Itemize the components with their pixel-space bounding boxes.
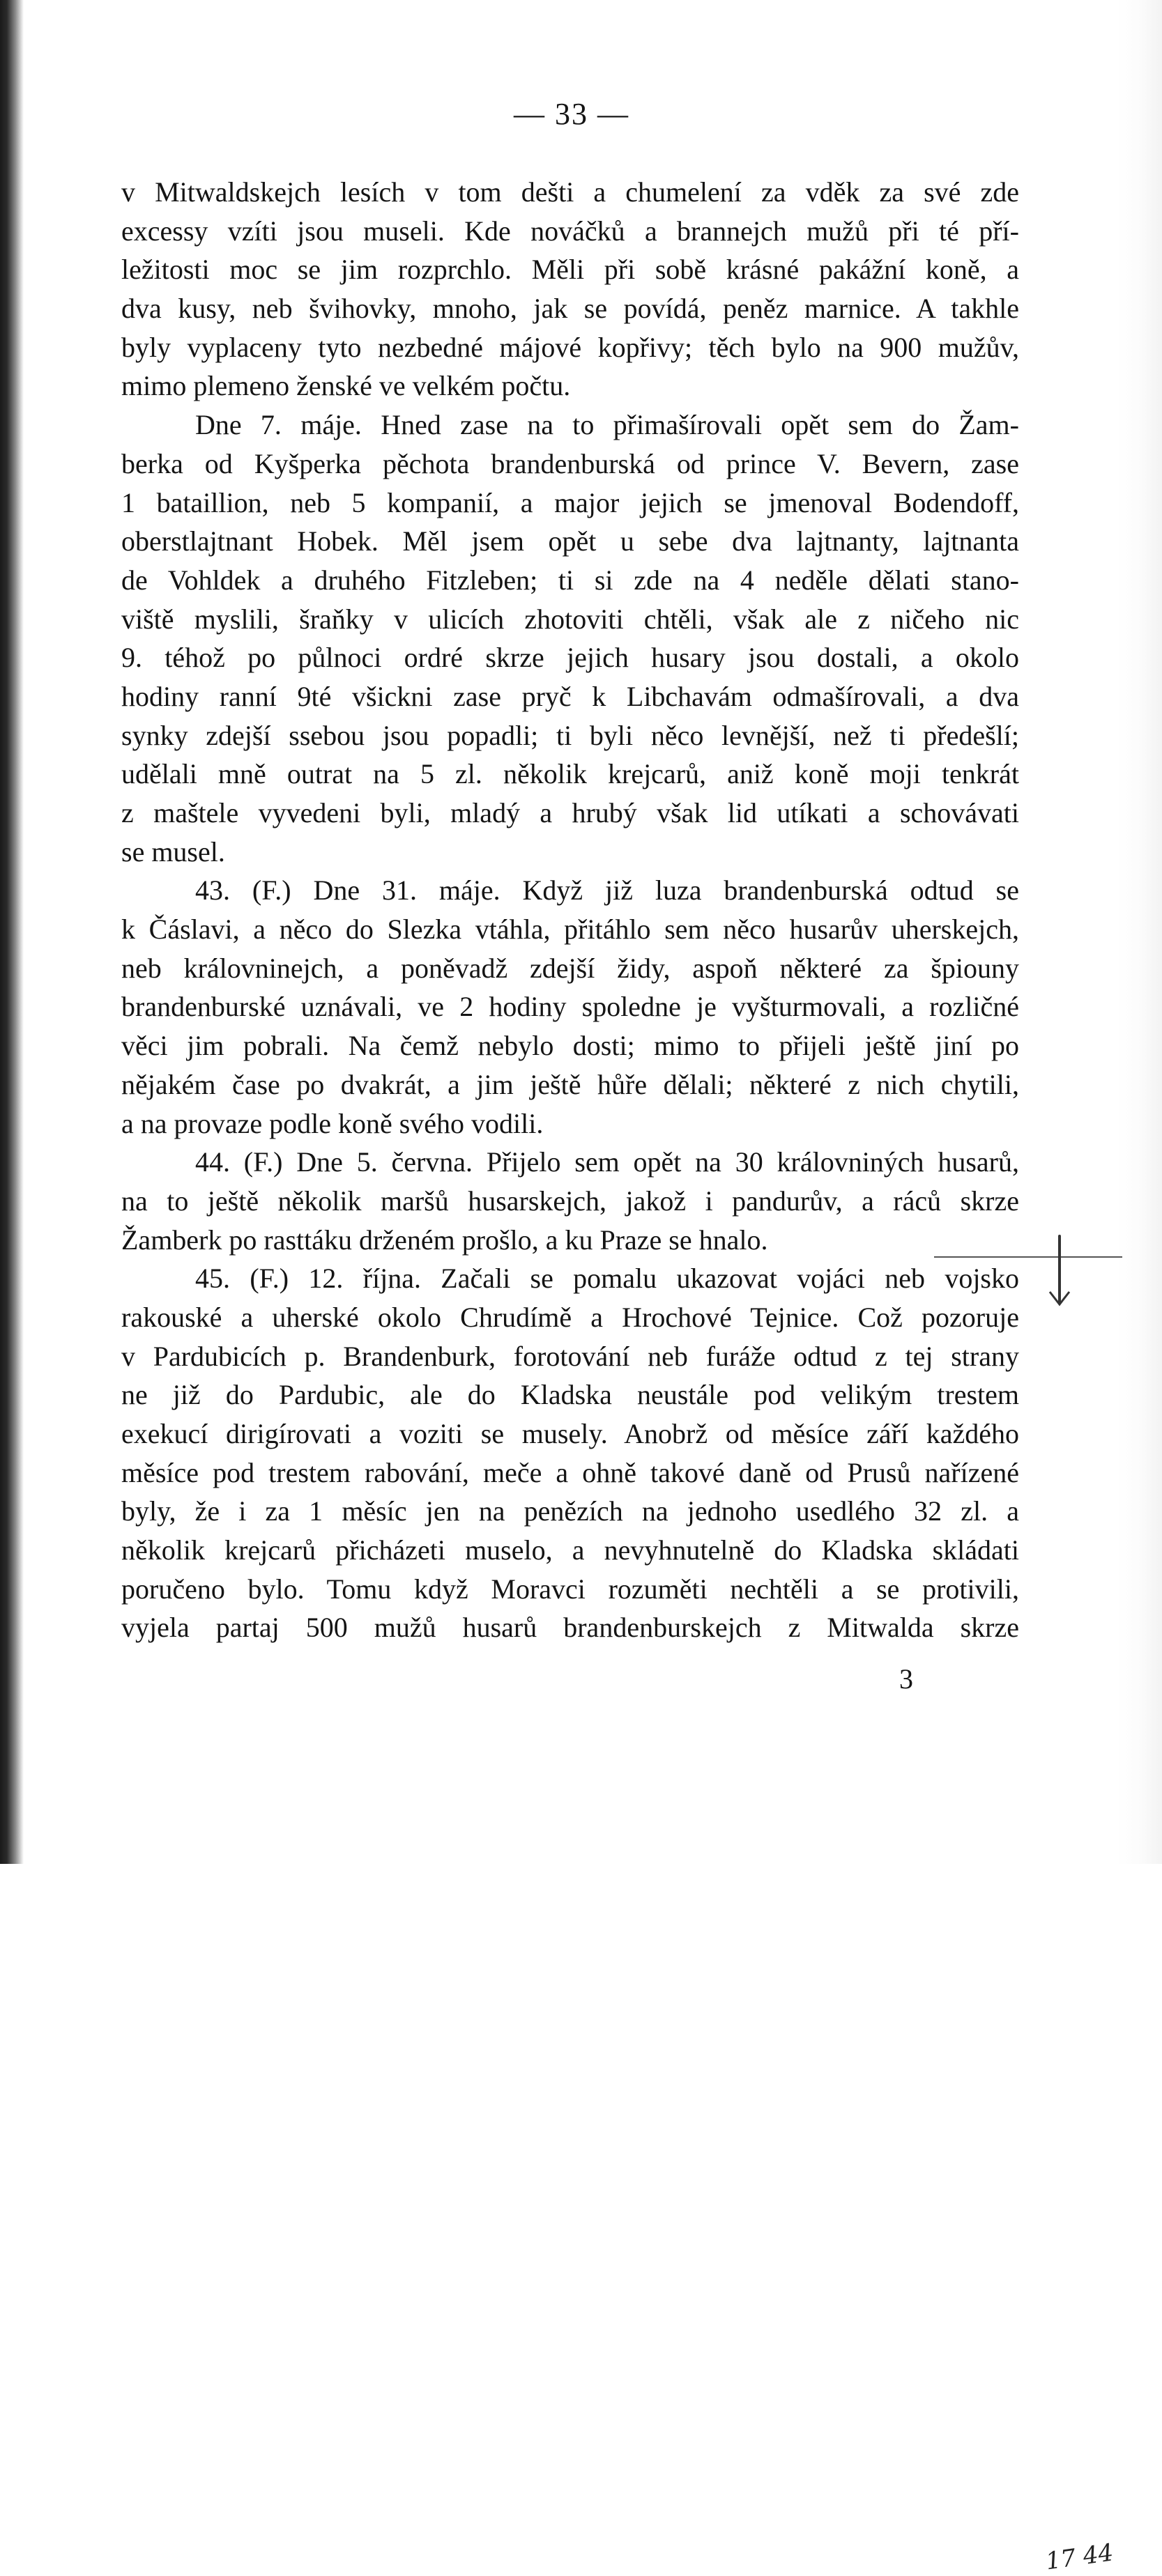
text-line: ne již do Pardubic, ale do Kladska neustále pod velikým trestem [121,1379,1019,1411]
text-line: exekucí dirigírovati a voziti se musely. Anobrž od měsíce září každého [121,1418,1019,1449]
text-line: byly, že i za 1 měsíc jen na penězích na jednoho usedlého 32 zl. a [121,1495,1019,1527]
scan-edge-right [1117,0,1162,1864]
text-line: 45. (F.) 12. října. Začali se pomalu ukazovat vojáci neb vojsko [195,1263,1019,1295]
text-line: vyjela partaj 500 mužů husarů brandenburskejch z Mitwalda skrze [121,1612,1019,1644]
text-line: neb královninejch, a poněvadž zdejší židy, aspoň některé za špiouny [121,952,1019,984]
text-line: de Vohldek a druhého Fitzleben; ti si zde na 4 neděle dělati stano- [121,564,1019,596]
text-line: hodiny ranní 9té všickni zase pryč k Libchavám odmašírovali, a dva [121,680,1019,712]
margin-arrow-icon [934,1235,1129,1311]
text-line: nějakém čase po dvakrát, a jim ještě hůře dělali; některé z nich chytili, [121,1068,1019,1100]
text-line: v Pardubicích p. Brandenburk, forotování neb furáže odtud z tej strany [121,1340,1019,1372]
text-line: synky zdejší ssebou jsou popadli; ti byli něco levnější, než ti předešlí; [121,719,1019,751]
text-line: k Čáslavi, a něco do Slezka vtáhla, přitáhlo sem něco husarův uherskejch, [121,913,1019,946]
text-line: byly vyplaceny tyto nezbedné májové kopřivy; těch bylo na 900 mužův, [121,331,1019,363]
text-line: poručeno bylo. Tomu když Moravci rozuměti nechtěli a se protivili, [121,1573,1019,1605]
text-line: se musel. [121,835,225,867]
text-line: viště myslili, šraňky v ulicích zhotoviti chtěli, však ale z ničeho nic [121,603,1019,635]
text-line: mimo plemeno ženské ve velkém počtu. [121,370,571,402]
text-line: Žamberk po rasttáku drženém prošlo, a ku Praze se hnalo. [121,1224,768,1256]
text-line: ležitosti moc se jim rozprchlo. Měli při sobě krásné pakážní koně, a [121,254,1019,286]
text-line: měsíce pod trestem rabování, meče a ohně takové daně od Prusů nařízené [121,1456,1019,1488]
text-line: z maštele vyvedeni byli, mladý a hrubý však lid utíkati a schovávati [121,797,1019,828]
margin-note-text: 17 44 [1043,2538,1115,2576]
text-line: na to ještě několik maršů husarskejch, jakož i pandurův, a ráců skrze [121,1185,1019,1217]
scan-edge-left [0,0,24,1864]
text-line: 9. téhož po půlnoci ordré skrze jejich husary jsou dostali, a okolo [121,642,1019,674]
text-line: udělali mně outrat na 5 zl. několik krejcarů, aniž koně moji tenkrát [121,758,1019,790]
text-line: v Mitwaldskejch lesích v tom dešti a chumelení za vděk za své zde [121,176,1019,208]
catchword: 3 [899,1663,913,1695]
text-line: excessy vzíti jsou museli. Kde nováčků a brannejch mužů při té pří- [121,215,1019,247]
body-text [121,173,1019,1647]
text-line: 43. (F.) Dne 31. máje. Když již luza brandenburská odtud se [195,874,1019,907]
text-line: 44. (F.) Dne 5. června. Přijelo sem opět na 30 královniných husarů, [195,1146,1019,1178]
text-line: berka od Kyšperka pěchota brandenburská od prince V. Bevern, zase [121,447,1019,479]
text-line: dva kusy, neb švihovky, mnoho, jak se povídá, peněz marnice. A takhle [121,293,1019,325]
handwritten-margin-mark [934,1235,1129,2576]
text-line: a na provaze podle koně svého vodili. [121,1107,544,1139]
text-line: věci jim pobrali. Na čemž nebylo dosti; mimo to přijeli ještě jiní po [121,1030,1019,1062]
text-line: několik krejcarů přicházeti muselo, a nevyhnutelně do Kladska skládati [121,1534,1019,1566]
text-line: brandenburské uznávali, ve 2 hodiny spoledne je vyšturmovali, a rozličné [121,991,1019,1023]
text-line: Dne 7. máje. Hned zase na to přimašírovali opět sem do Žam- [195,409,1019,441]
text-line: 1 bataillion, neb 5 kompanií, a major jejich se jmenoval Bodendoff, [121,486,1019,518]
page-number: — 33 — [514,97,629,131]
text-line: oberstlajtnant Hobek. Měl jsem opět u sebe dva lajtnanty, lajtnanta [121,525,1019,557]
text-line: rakouské a uherské okolo Chrudímě a Hrochové Tejnice. Což pozoruje [121,1301,1019,1333]
